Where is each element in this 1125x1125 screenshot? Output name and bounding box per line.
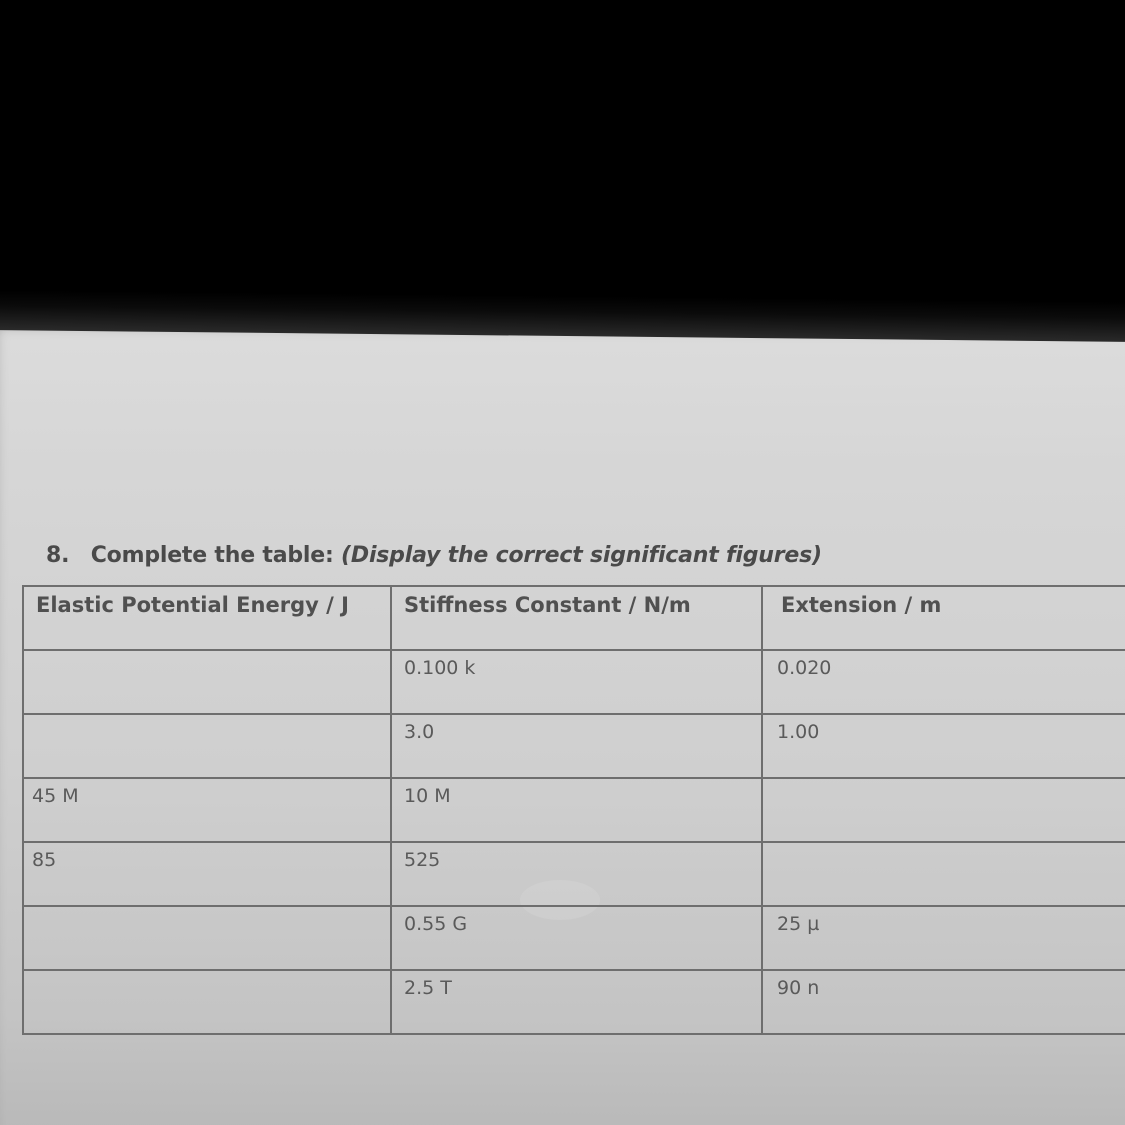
stiffness-cell: 0.100 k <box>391 650 762 714</box>
energy-cell[interactable] <box>23 714 391 778</box>
extension-cell[interactable] <box>762 842 1125 906</box>
question-text: Complete the table: <box>90 543 334 568</box>
stiffness-cell: 10 M <box>391 778 762 842</box>
energy-cell: 45 M <box>23 778 391 842</box>
table-row <box>23 714 1125 778</box>
question-number: 8. <box>46 543 70 568</box>
extension-cell[interactable] <box>762 778 1125 842</box>
table-row <box>23 650 1125 714</box>
stiffness-cell: 525 <box>391 842 762 906</box>
table-header-row <box>23 586 1125 650</box>
energy-cell[interactable] <box>23 906 391 970</box>
table-row <box>23 842 1125 906</box>
header-extension: Extension / m <box>762 586 1125 650</box>
energy-cell: 85 <box>23 842 391 906</box>
extension-cell: 25 µ <box>762 906 1125 970</box>
data-table-container <box>22 585 1125 1029</box>
stiffness-cell: 3.0 <box>391 714 762 778</box>
table-row <box>23 970 1125 1034</box>
header-elastic-potential-energy: Elastic Potential Energy / J <box>23 586 391 650</box>
table-row <box>23 906 1125 970</box>
stiffness-cell: 0.55 G <box>391 906 762 970</box>
energy-cell[interactable] <box>23 650 391 714</box>
extension-cell: 0.020 <box>762 650 1125 714</box>
extension-cell: 1.00 <box>762 714 1125 778</box>
stiffness-cell: 2.5 T <box>391 970 762 1034</box>
data-table <box>22 585 1125 1035</box>
header-stiffness-constant: Stiffness Constant / N/m <box>391 586 762 650</box>
extension-cell: 90 n <box>762 970 1125 1034</box>
energy-cell[interactable] <box>23 970 391 1034</box>
table-row <box>23 778 1125 842</box>
question-heading <box>46 543 822 568</box>
question-hint: (Display the correct significant figures) <box>341 543 822 568</box>
